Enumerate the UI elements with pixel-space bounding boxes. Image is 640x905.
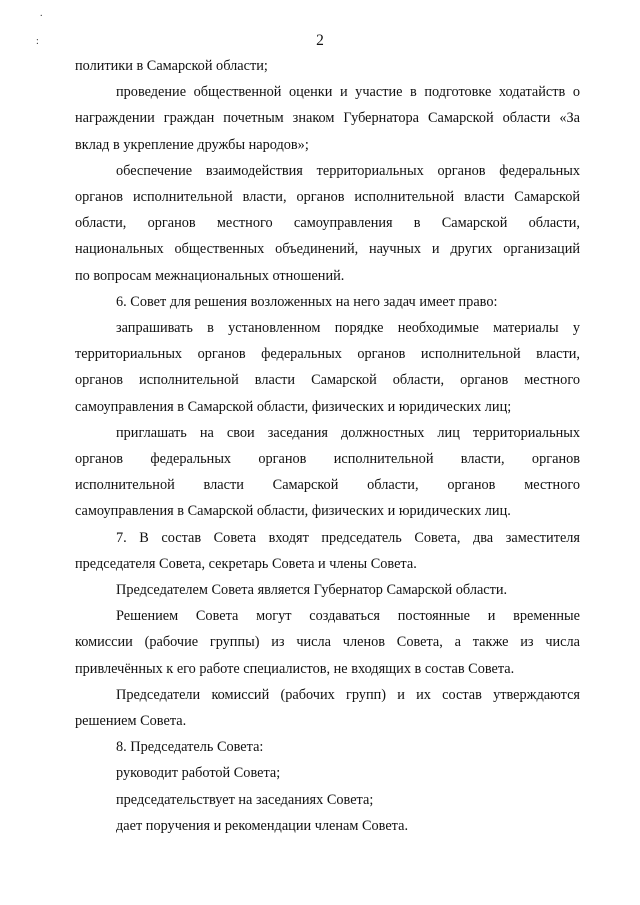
paragraph — [75, 158, 580, 289]
paragraph — [75, 53, 580, 79]
text-line: решением Совета. — [75, 713, 187, 730]
text-line: по вопросам межнациональных отношений. — [75, 267, 345, 284]
document-body — [75, 53, 580, 839]
text-line: Решением Совета могут создаваться постоянные и временные — [116, 608, 580, 625]
margin-mark: : — [36, 36, 39, 47]
text-line: 6. Совет для решения возложенных на него задач имеет право: — [116, 293, 498, 310]
text-line: председателя Совета, секретарь Совета и члены Совета. — [75, 555, 417, 572]
text-line: органов исполнительной власти, органов исполнительной власти Самарской — [75, 189, 580, 206]
text-line: приглашать на свои заседания должностных лиц территориальных — [116, 424, 580, 441]
text-line: привлечённых к его работе специалистов, не входящих в состав Совета. — [75, 660, 515, 677]
paragraph — [75, 79, 580, 158]
text-line: области, органов местного самоуправления в Самарской области, — [75, 215, 580, 232]
text-line: комиссии (рабочие группы) из числа членов Совета, а также из числа — [75, 634, 580, 651]
text-line: 7. В состав Совета входят председатель Совета, два заместителя — [116, 529, 580, 546]
paragraph — [75, 315, 580, 420]
text-line: запрашивать в установленном порядке необходимые материалы у — [116, 320, 580, 337]
paragraph — [75, 525, 580, 577]
paragraph — [75, 760, 580, 786]
text-line: председательствует на заседаниях Совета; — [116, 791, 374, 808]
text-line: исполнительной власти Самарской области, органов местного — [75, 477, 580, 494]
text-line: политики в Самарской области; — [75, 58, 268, 74]
text-line: органов федеральных органов исполнительной власти, органов — [75, 451, 580, 468]
text-line: самоуправления в Самарской области, физических и юридических лиц; — [75, 398, 512, 415]
paragraph — [75, 787, 580, 813]
margin-mark: . — [40, 8, 43, 19]
paragraph — [75, 682, 580, 734]
text-line: органов исполнительной власти Самарской области, органов местного — [75, 372, 580, 389]
text-line: руководит работой Совета; — [116, 765, 281, 782]
paragraph — [75, 289, 580, 315]
text-line: национальных общественных объединений, научных и других организаций — [75, 241, 580, 258]
paragraph — [75, 813, 580, 839]
paragraph — [75, 603, 580, 682]
text-line: награждении граждан почетным знаком Губернатора Самарской области «За — [75, 110, 580, 127]
text-line: Председателем Совета является Губернатор Самарской области. — [116, 582, 508, 599]
text-line: Председатели комиссий (рабочих групп) и их состав утверждаются — [116, 686, 580, 703]
paragraph — [75, 734, 580, 760]
text-line: территориальных органов федеральных органов исполнительной власти, — [75, 346, 580, 363]
paragraph — [75, 420, 580, 525]
text-line: обеспечение взаимодействия территориальных органов федеральных — [116, 162, 580, 179]
text-line: 8. Председатель Совета: — [116, 739, 264, 756]
paragraph — [75, 577, 580, 603]
text-line: вклад в укрепление дружбы народов»; — [75, 136, 309, 153]
page-number: 2 — [316, 32, 324, 49]
text-line: самоуправления в Самарской области, физических и юридических лиц. — [75, 503, 511, 520]
text-line: проведение общественной оценки и участие в подготовке ходатайств о — [116, 84, 580, 101]
text-line: дает поручения и рекомендации членам Совета. — [116, 817, 409, 834]
